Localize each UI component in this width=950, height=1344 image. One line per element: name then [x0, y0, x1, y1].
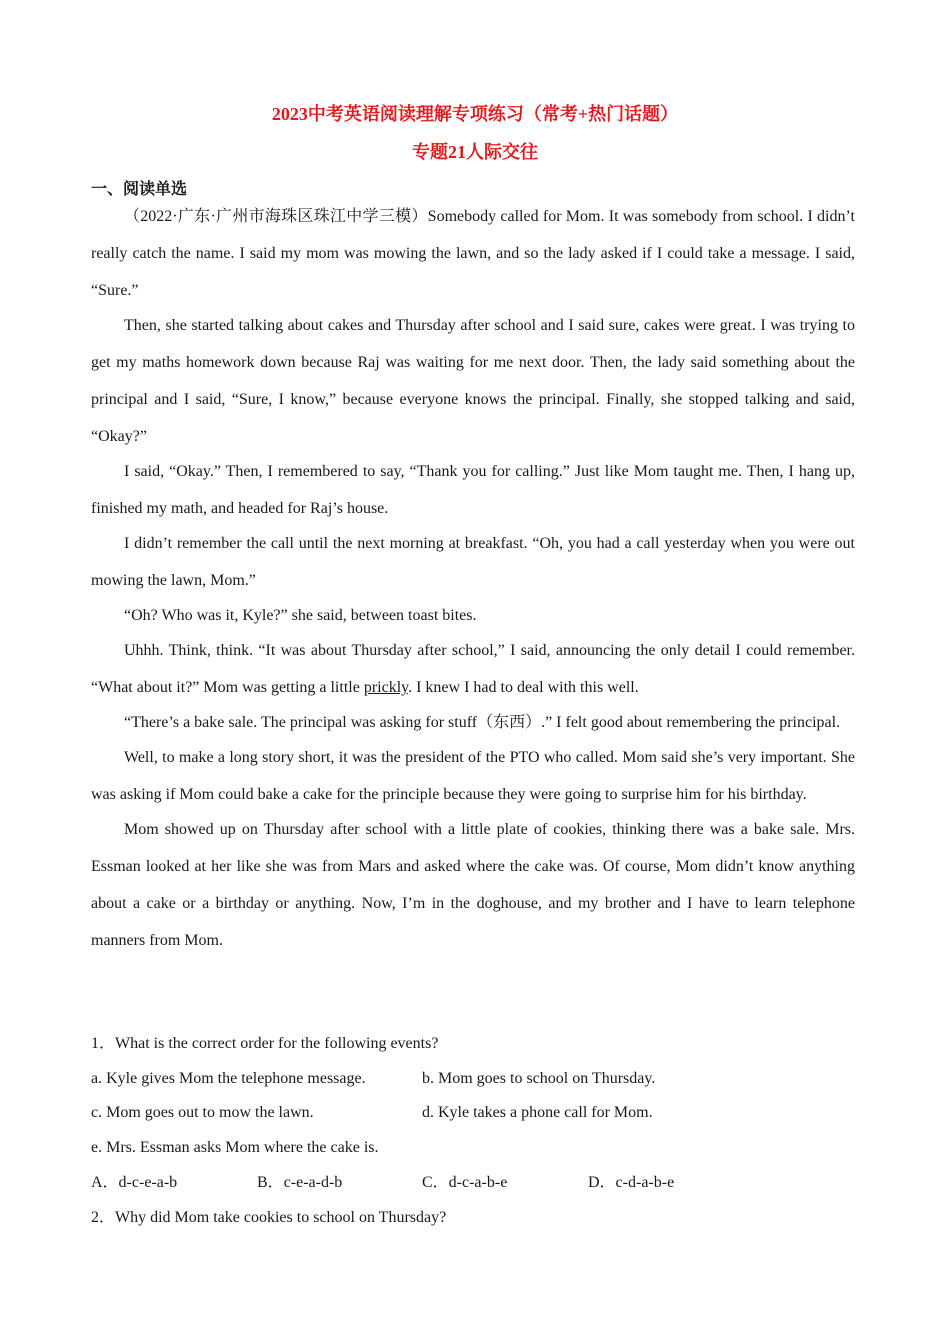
event-e: e. Mrs. Essman asks Mom where the cake is. — [91, 1139, 379, 1156]
passage-paragraph: Then, she started talking about cakes and Thursday after school and I said sure, cakes were great. I was trying to get my maths homework down because Raj was waiting for me next door. Then, the lady said something about the principal and I said, “Sure, I know,” because everyone knows the principal. Finally, she stopped talking and said, “Okay?” — [91, 317, 855, 445]
passage-paragraph — [91, 632, 855, 706]
passage-paragraph: “There’s a bake sale. The principal was asking for stuff（东西）.” I felt good about remembering the principal. — [124, 714, 841, 731]
question-2: 2．Why did Mom take cookies to school on Thursday? — [91, 1209, 447, 1226]
event-b: b. Mom goes to school on Thursday. — [422, 1070, 656, 1087]
underlined-word: prickly — [363, 679, 409, 696]
reading-passage — [91, 198, 855, 957]
passage-paragraph: I didn’t remember the call until the next morning at breakfast. “Oh, you had a call yesterday when you were out mowing the lawn, Mom.” — [91, 535, 855, 589]
passage-paragraph: Mom showed up on Thursday after school with a little plate of cookies, thinking there was a bake sale. Mrs. Essman looked at her like she was from Mars and asked where the cake was. Of course, Mom didn’t know anything about a cake or a birthday or anything. Now, I’m in the doghouse, and my brother and I have to learn telephone manners from Mom. — [91, 821, 855, 949]
section-heading: 一、阅读单选 — [91, 181, 188, 198]
option-c: C．d-c-a-b-e — [422, 1174, 508, 1191]
event-a: a. Kyle gives Mom the telephone message. — [91, 1070, 366, 1087]
option-d: D．c-d-a-b-e — [588, 1174, 675, 1191]
question-1: 1．What is the correct order for the following events? — [91, 1035, 439, 1052]
paragraph-text: . I knew I had to deal with this well. — [408, 679, 639, 696]
passage-paragraph: Well, to make a long story short, it was the president of the PTO who called. Mom said she’s very important. She was asking if Mom could bake a cake for the principle because they were going to surprise him for his birthday. — [91, 749, 855, 803]
document-title: 2023中考英语阅读理解专项练习（常考+热门话题） — [271, 104, 679, 124]
passage-paragraph: I said, “Okay.” Then, I remembered to say, “Thank you for calling.” Just like Mom taught me. Then, I hang up, finished my math, and headed for Raj’s house. — [91, 463, 855, 517]
option-a: A．d-c-e-a-b — [91, 1174, 178, 1191]
event-d: d. Kyle takes a phone call for Mom. — [422, 1104, 653, 1121]
document-subtitle: 专题21人际交往 — [412, 142, 538, 162]
passage-paragraph: （2022·广东·广州市海珠区珠江中学三模）Somebody called for Mom. It was somebody from school. I didn’t really catch the name. I said my mom was mowing the lawn, and so the lady asked if I could take a message. I said, “Sure.” — [91, 208, 855, 299]
option-b: B．c-e-a-d-b — [257, 1174, 343, 1191]
passage-paragraph: “Oh? Who was it, Kyle?” she said, between toast bites. — [124, 607, 477, 624]
paragraph-text: Uhhh. Think, think. “It was about Thursday after school,” I said, announcing the only detail I could remember. “What about it?” Mom was getting a little — [91, 642, 855, 696]
event-c: c. Mom goes out to mow the lawn. — [91, 1104, 314, 1121]
